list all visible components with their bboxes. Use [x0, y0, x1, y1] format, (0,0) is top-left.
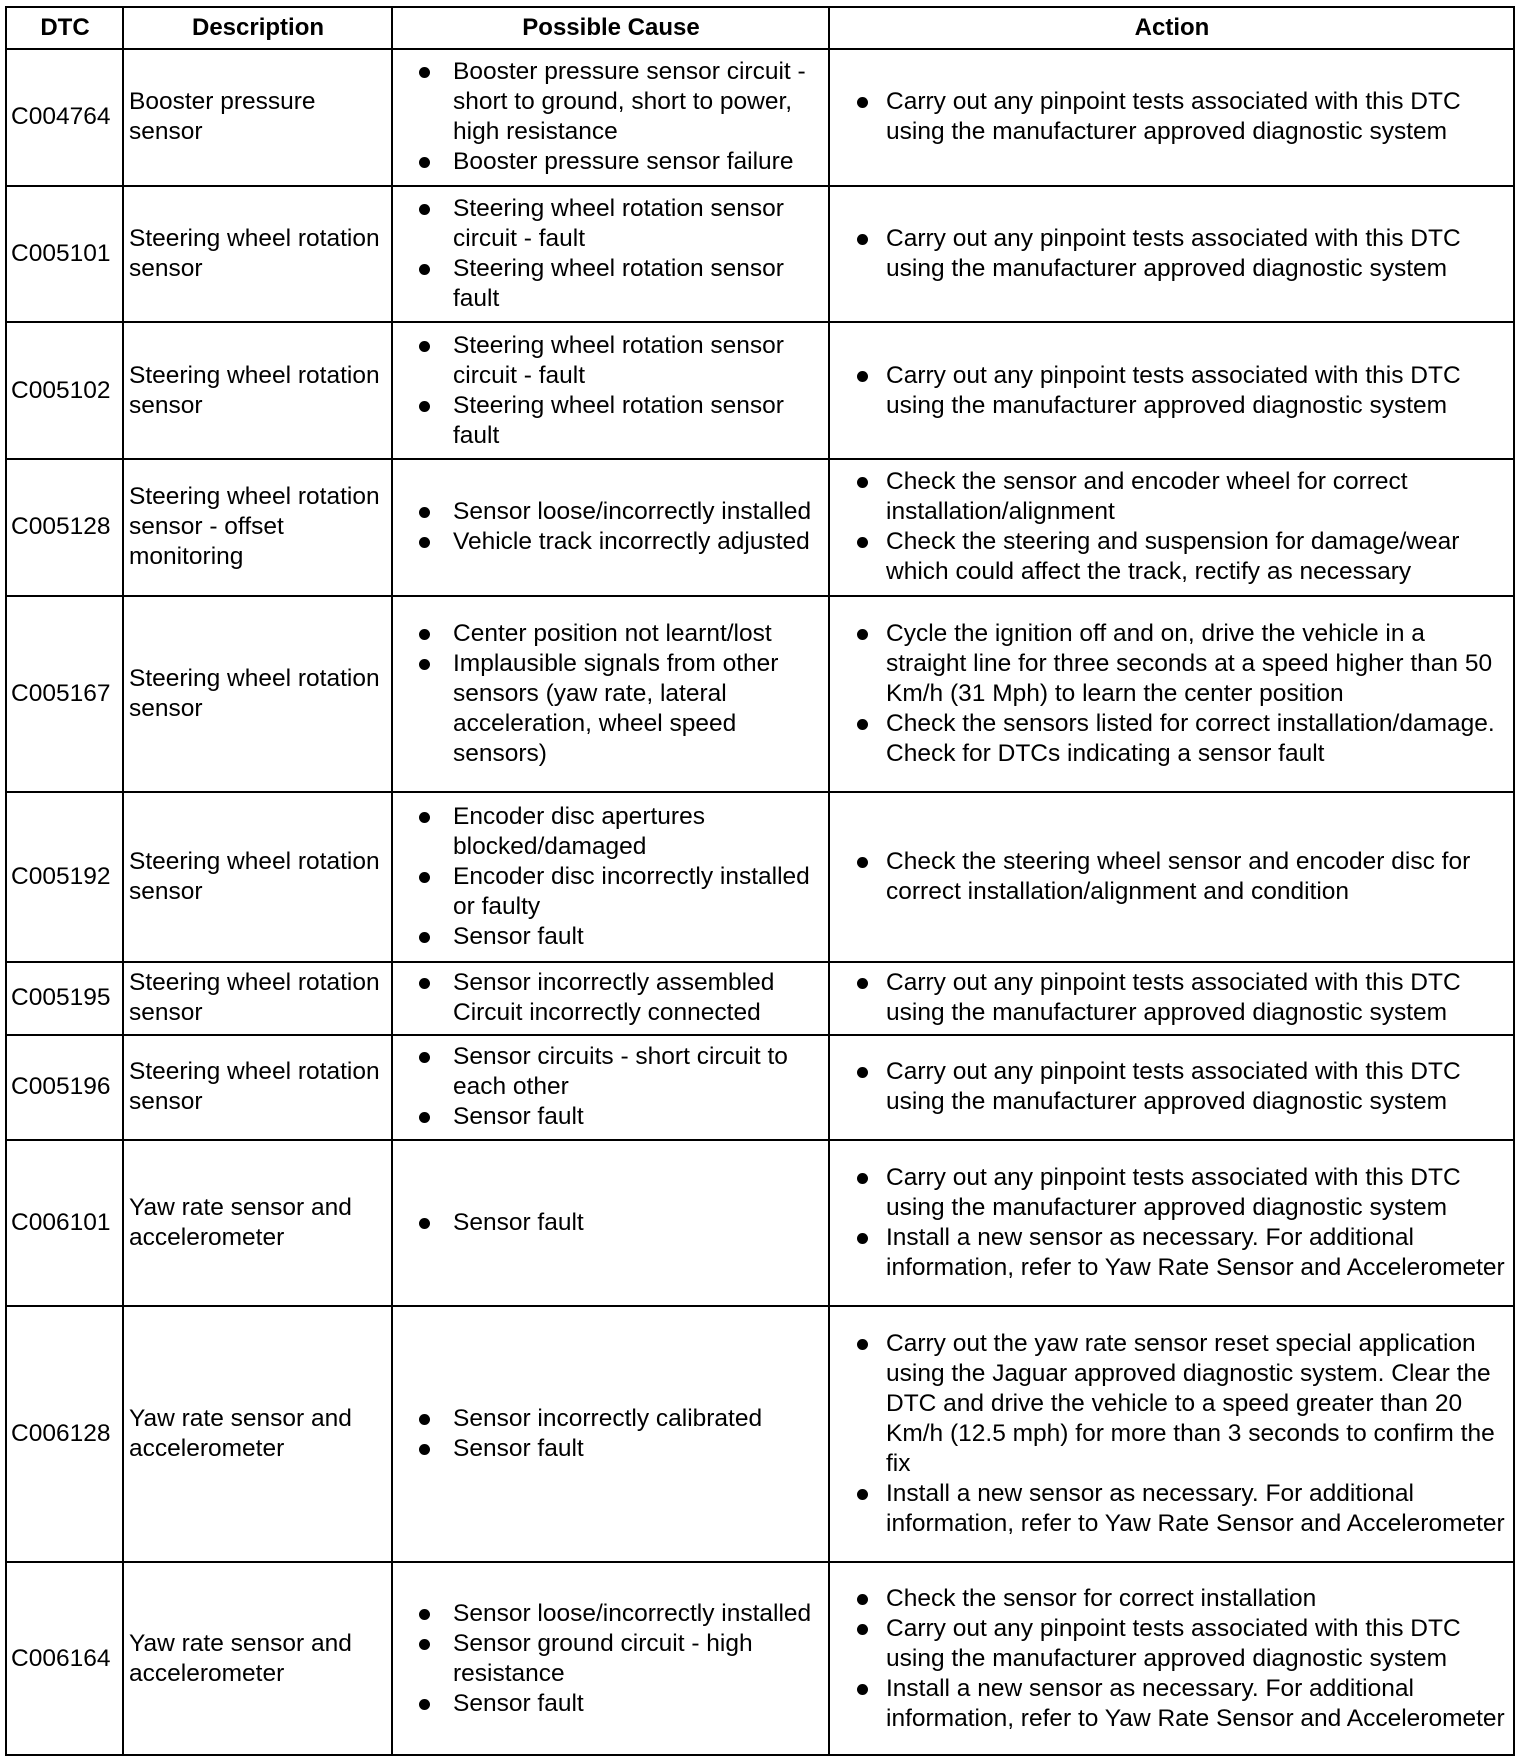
cause-item: Sensor loose/incorrectly installed: [398, 1599, 824, 1629]
action-cell: [829, 792, 1514, 962]
action-item: Install a new sensor as necessary. For additional information, refer to Yaw Rate Sensor and Accelerometer: [835, 1674, 1509, 1734]
action-item: Install a new sensor as necessary. For additional information, refer to Yaw Rate Sensor and Accelerometer: [835, 1223, 1509, 1283]
action-list: [835, 847, 1509, 907]
description-cell: Steering wheel rotation sensor: [123, 186, 392, 323]
cause-item: Steering wheel rotation sensor fault: [398, 254, 824, 314]
action-list: [835, 1584, 1509, 1734]
table-row: [6, 596, 1514, 792]
header-dtc: DTC: [6, 7, 123, 49]
dtc-code-cell: C005101: [6, 186, 123, 323]
table-header: [6, 7, 1514, 49]
table-row: [6, 1306, 1514, 1563]
dtc-code-cell: C006101: [6, 1140, 123, 1306]
cause-list: [398, 194, 824, 314]
header-description: Description: [123, 7, 392, 49]
table-row: [6, 1562, 1514, 1755]
possible-cause-cell: [392, 596, 829, 792]
action-item: Install a new sensor as necessary. For additional information, refer to Yaw Rate Sensor and Accelerometer: [835, 1479, 1509, 1539]
table-row: [6, 792, 1514, 962]
table-row: [6, 1140, 1514, 1306]
action-cell: [829, 49, 1514, 186]
possible-cause-cell: [392, 1140, 829, 1306]
description-cell: Steering wheel rotation sensor: [123, 596, 392, 792]
cause-item: Center position not learnt/lost: [398, 619, 824, 649]
dtc-table: [5, 6, 1515, 1756]
possible-cause-cell: [392, 459, 829, 596]
header-possible-cause: Possible Cause: [392, 7, 829, 49]
action-item: Check the steering and suspension for damage/wear which could affect the track, rectify as necessary: [835, 527, 1509, 587]
cause-list: [398, 1404, 824, 1464]
cause-item: Sensor incorrectly calibrated: [398, 1404, 824, 1434]
table-row: [6, 1035, 1514, 1140]
cause-item: Vehicle track incorrectly adjusted: [398, 527, 824, 557]
description-cell: Yaw rate sensor and accelerometer: [123, 1306, 392, 1563]
table-row: [6, 962, 1514, 1035]
table-row: [6, 459, 1514, 596]
action-cell: [829, 962, 1514, 1035]
action-item: Check the sensors listed for correct installation/damage. Check for DTCs indicating a sensor fault: [835, 709, 1509, 769]
cause-list: [398, 497, 824, 557]
possible-cause-cell: [392, 322, 829, 459]
description-cell: Steering wheel rotation sensor: [123, 962, 392, 1035]
cause-item: Steering wheel rotation sensor fault: [398, 391, 824, 451]
action-cell: [829, 459, 1514, 596]
cause-item: Sensor fault: [398, 1689, 824, 1719]
cause-list: [398, 619, 824, 769]
cause-item: Sensor circuits - short circuit to each other: [398, 1042, 824, 1102]
dtc-code-cell: C005167: [6, 596, 123, 792]
action-item: Carry out any pinpoint tests associated with this DTC using the manufacturer approved diagnostic system: [835, 224, 1509, 284]
cause-list: [398, 331, 824, 451]
cause-item: Booster pressure sensor circuit - short to ground, short to power, high resistance: [398, 57, 824, 147]
action-item: Carry out any pinpoint tests associated with this DTC using the manufacturer approved diagnostic system: [835, 1163, 1509, 1223]
cause-item: Sensor fault: [398, 922, 824, 952]
table-row: [6, 186, 1514, 323]
cause-list: [398, 1042, 824, 1132]
cause-item: Sensor fault: [398, 1102, 824, 1132]
cause-item: Sensor fault: [398, 1208, 824, 1238]
action-list: [835, 224, 1509, 284]
cause-list: [398, 1208, 824, 1238]
possible-cause-cell: [392, 1306, 829, 1563]
dtc-code-cell: C005195: [6, 962, 123, 1035]
cause-item: Sensor ground circuit - high resistance: [398, 1629, 824, 1689]
action-cell: [829, 596, 1514, 792]
header-action: Action: [829, 7, 1514, 49]
dtc-code-cell: C006128: [6, 1306, 123, 1563]
cause-list: [398, 802, 824, 952]
action-item: Carry out any pinpoint tests associated with this DTC using the manufacturer approved diagnostic system: [835, 1614, 1509, 1674]
action-cell: [829, 1562, 1514, 1755]
dtc-code-cell: C005196: [6, 1035, 123, 1140]
action-list: [835, 1329, 1509, 1539]
header-row: [6, 7, 1514, 49]
table-body: [6, 49, 1514, 1755]
action-cell: [829, 1306, 1514, 1563]
action-item: Carry out any pinpoint tests associated with this DTC using the manufacturer approved diagnostic system: [835, 361, 1509, 421]
action-item: Carry out any pinpoint tests associated with this DTC using the manufacturer approved diagnostic system: [835, 87, 1509, 147]
action-list: [835, 361, 1509, 421]
description-cell: Yaw rate sensor and accelerometer: [123, 1140, 392, 1306]
cause-item: Sensor loose/incorrectly installed: [398, 497, 824, 527]
action-list: [835, 1057, 1509, 1117]
dtc-code-cell: C005128: [6, 459, 123, 596]
possible-cause-cell: [392, 49, 829, 186]
cause-item: Sensor fault: [398, 1434, 824, 1464]
cause-item: Booster pressure sensor failure: [398, 147, 824, 177]
cause-item: Steering wheel rotation sensor circuit - fault: [398, 194, 824, 254]
action-list: [835, 619, 1509, 769]
cause-item: Encoder disc incorrectly installed or faulty: [398, 862, 824, 922]
action-list: [835, 1163, 1509, 1283]
cause-list: [398, 968, 824, 1028]
action-cell: [829, 1140, 1514, 1306]
action-item: Check the sensor for correct installation: [835, 1584, 1509, 1614]
action-item: Check the sensor and encoder wheel for correct installation/alignment: [835, 467, 1509, 527]
action-item: Carry out the yaw rate sensor reset special application using the Jaguar approved diagnostic system. Clear the DTC and drive the vehicle to a speed greater than 20 Km/h (12.5 mph) for more than 3 seconds to confirm the fix: [835, 1329, 1509, 1479]
description-cell: Steering wheel rotation sensor: [123, 1035, 392, 1140]
description-cell: Booster pressure sensor: [123, 49, 392, 186]
possible-cause-cell: [392, 1035, 829, 1140]
possible-cause-cell: [392, 1562, 829, 1755]
possible-cause-cell: [392, 186, 829, 323]
action-cell: [829, 1035, 1514, 1140]
cause-item: Implausible signals from other sensors (yaw rate, lateral acceleration, wheel speed sensors): [398, 649, 824, 769]
action-cell: [829, 186, 1514, 323]
cause-item: Sensor incorrectly assembled Circuit incorrectly connected: [398, 968, 824, 1028]
cause-list: [398, 1599, 824, 1719]
action-list: [835, 467, 1509, 587]
dtc-code-cell: C004764: [6, 49, 123, 186]
action-item: Carry out any pinpoint tests associated with this DTC using the manufacturer approved diagnostic system: [835, 968, 1509, 1028]
description-cell: Steering wheel rotation sensor: [123, 322, 392, 459]
action-cell: [829, 322, 1514, 459]
description-cell: Steering wheel rotation sensor: [123, 792, 392, 962]
cause-item: Steering wheel rotation sensor circuit - fault: [398, 331, 824, 391]
table-row: [6, 322, 1514, 459]
possible-cause-cell: [392, 792, 829, 962]
table-row: [6, 49, 1514, 186]
possible-cause-cell: [392, 962, 829, 1035]
dtc-code-cell: C005192: [6, 792, 123, 962]
cause-list: [398, 57, 824, 177]
dtc-code-cell: C006164: [6, 1562, 123, 1755]
cause-item: Encoder disc apertures blocked/damaged: [398, 802, 824, 862]
action-item: Cycle the ignition off and on, drive the vehicle in a straight line for three seconds at a speed higher than 50 Km/h (31 Mph) to learn the center position: [835, 619, 1509, 709]
dtc-code-cell: C005102: [6, 322, 123, 459]
description-cell: Steering wheel rotation sensor - offset monitoring: [123, 459, 392, 596]
action-item: Check the steering wheel sensor and encoder disc for correct installation/alignment and condition: [835, 847, 1509, 907]
description-cell: Yaw rate sensor and accelerometer: [123, 1562, 392, 1755]
action-item: Carry out any pinpoint tests associated with this DTC using the manufacturer approved diagnostic system: [835, 1057, 1509, 1117]
action-list: [835, 968, 1509, 1028]
action-list: [835, 87, 1509, 147]
